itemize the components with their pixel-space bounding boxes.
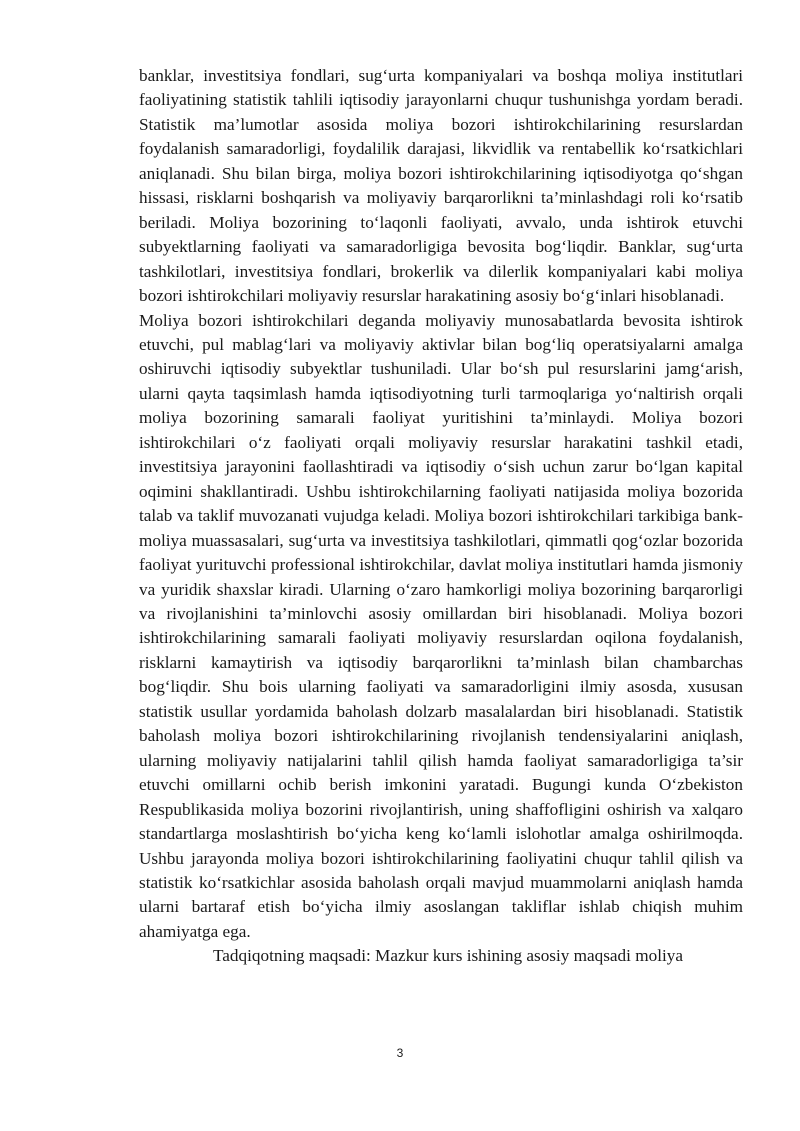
paragraph-participants: Moliya bozori ishtirokchilari deganda moliyaviy munosabatlarda bevosita ishtirok etuvchi, pul mablag‘lari va moliyaviy aktivlar bilan bog‘liq operatsiyalarni amalga oshiruvchi iqtisodiy subyektlar tushuniladi. Ular bo‘sh pul resurslarini jamg‘arish, ularni qayta taqsimlash hamda iqtisodiyotning turli tarmoqlariga yo‘naltirish orqali moliya bozorining samarali faoliyat yuritishini ta’minlaydi. Moliya bozori ishtirokchilari o‘z faoliyati orqali moliyaviy resurslar harakatini tashkil etadi, investitsiya jarayonini faollashtiradi va iqtisodiy o‘sish uchun zarur bo‘lgan kapital oqimini shakllantiradi. Ushbu ishtirokchilarning faoliyati natijasida moliya bozorida talab va taklif muvozanati vujudga keladi. Moliya bozori ishtirokchilari tarkibiga bank-moliya muassasalari, sug‘urta va investitsiya tashkilotlari, qimmatli qog‘ozlar bozorida faoliyat yurituvchi professional ishtirokchilar, davlat moliya institutlari hamda jismoniy va yuridik shaxslar kiradi. Ularning o‘zaro hamkorligi moliya bozorining barqarorligi va rivojlanishini ta’minlovchi asosiy omillardan biri hisoblanadi. Moliya bozori ishtirokchilarining samarali faoliyati moliyaviy resurslardan oqilona foydalanish, risklarni kamaytirish va iqtisodiy barqarorlikni ta’minlash bilan chambarchas bog‘liqdir. Shu bois ularning faoliyati va samaradorligini ilmiy asosda, xususan statistik usullar yordamida baholash dolzarb masalalardan biri hisoblanadi. Statistik baholash moliya bozori ishtirokchilarining rivojlanish tendensiyalarini aniqlash, ularning moliyaviy natijalarini tahlil qilish hamda faoliyat samaradorligiga ta’sir etuvchi omillarni ochib berish imkonini yaratadi. Bugungi kunda O‘zbekiston Respublikasida moliya bozorini rivojlantirish, uning shaffofligini oshirish va xalqaro standartlarga moslashtirish bo‘yicha keng ko‘lamli islohotlar amalga oshirilmoqda. Ushbu jarayonda moliya bozori ishtirokchilarining faoliyatini chuqur tahlil qilish va statistik ko‘rsatkichlar asosida baholash orqali mavjud muammolarni aniqlash hamda ularni bartaraf etish bo‘yicha ilmiy asoslangan takliflar ishlab chiqish muhim ahamiyatga ega. [139, 310, 743, 941]
paragraph-continuation: banklar, investitsiya fondlari, sug‘urta kompaniyalari va boshqa moliya institutlari faoliyatining statistik tahlili iqtisodiy jarayonlarni chuqur tushunishga yordam beradi. Statistik ma’lumotlar asosida moliya bozori ishtirokchilarining resurslardan foydalanish samaradorligi, foydalilik darajasi, likvidlik va rentabellik ko‘rsatkichlari aniqlanadi. Shu bilan birga, moliya bozori ishtirokchilarining iqtisodiyotga qo‘shgan hissasi, risklarni boshqarish va moliyaviy barqarorlikni ta’minlashdagi roli ko‘rsatib beriladi. Moliya bozorining to‘laqonli faoliyati, avvalo, unda ishtirok etuvchi subyektlarning faoliyati va samaradorligiga bevosita bog‘liqdir. Banklar, sug‘urta tashkilotlari, investitsiya fondlari, brokerlik va dilerlik kompaniyalari kabi moliya bozori ishtirokchilari moliyaviy resurslar harakatining asosiy bo‘g‘inlari hisoblanadi. [139, 66, 743, 306]
body-text [139, 64, 743, 969]
paragraph-research-goal: Tadqiqotning maqsadi: Mazkur kurs ishining asosiy maqsadi moliya [213, 946, 683, 966]
page-number: 3 [396, 1046, 404, 1060]
